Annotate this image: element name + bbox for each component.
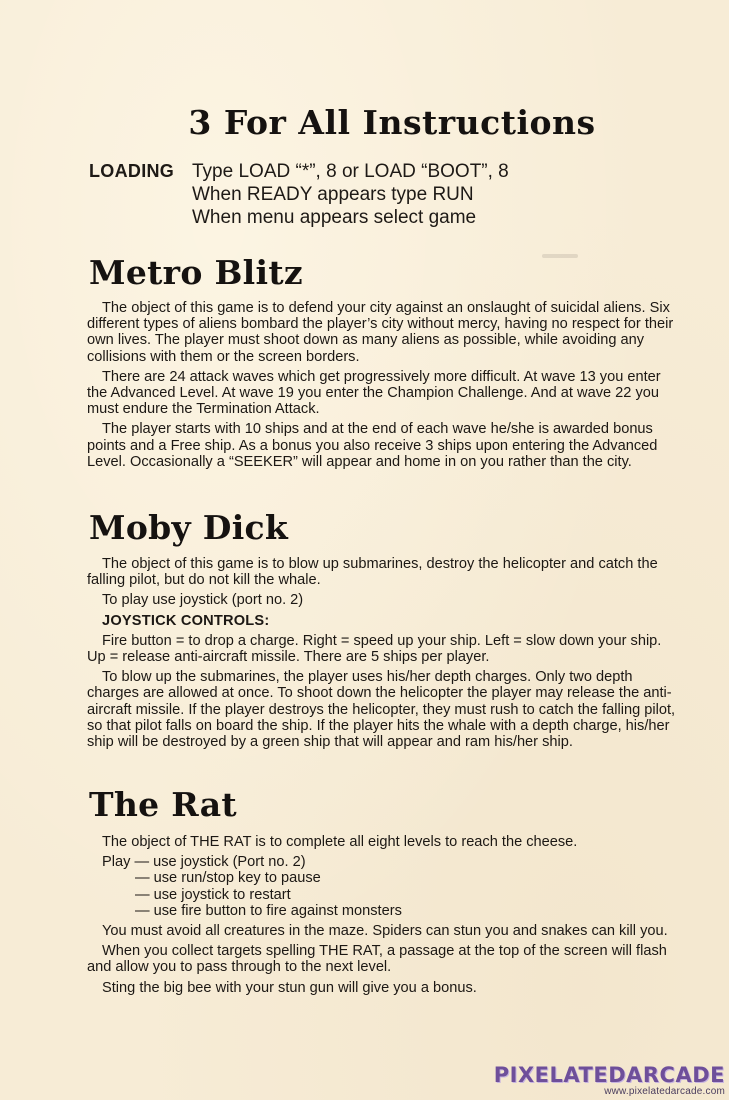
- loading-step: When READY appears type RUN: [192, 184, 474, 205]
- list-item: — use run/stop key to pause: [135, 870, 321, 887]
- watermark-logo: PIXELATEDARCADE: [493, 1063, 725, 1087]
- paragraph: Fire button = to drop a charge. Right = speed up your ship. Left = slow down your ship. Up = release anti-aircraft missile. There are 5 ships per player.: [87, 632, 662, 666]
- list-item: Play — use joystick (Port no. 2): [102, 854, 306, 871]
- paragraph: To play use joystick (port no. 2): [102, 592, 304, 609]
- paragraph: The object of this game is to defend your city against an onslaught of suicidal aliens. Six different types of aliens bombard the player’s city without mercy, having no respect for their own lives. The player must shoot down as many aliens as possible, while avoiding any collisions with them or the screen borders.: [87, 300, 674, 365]
- paragraph: The object of this game is to blow up submarines, destroy the helicopter and catch the falling pilot, but do not kill the whale.: [87, 556, 658, 589]
- paragraph: Sting the big bee with your stun gun will give you a bonus.: [102, 979, 477, 996]
- paragraph: To blow up the submarines, the player uses his/her depth charges. Only two depth charges are allowed at once. To shoot down the helicopter the player may release the anti-aircraft missile. If the player destroys the helicopter, they must rush to catch the falling pilot, so that pilot falls on board the ship. If the player hits the whale with a depth charge, his/her ship will be destroyed by a green ship that will appear and ram his/her ship.: [87, 669, 676, 751]
- paragraph: The object of THE RAT is to complete all eight levels to reach the cheese.: [102, 834, 578, 850]
- metro-blitz-heading: Metro Blitz: [89, 253, 303, 292]
- page-title: 3 For All Instructions: [188, 103, 596, 142]
- loading-steps: [192, 160, 612, 229]
- paper-mark: [542, 254, 578, 258]
- moby-dick-text: [87, 556, 681, 754]
- paragraph: The player starts with 10 ships and at the end of each wave he/she is awarded bonus points and a Free ship. As a bonus you also receive 3 ships upon entering the Advanced Level. Occasionally a “SEEKER” will appear and home in on you rather than the city.: [87, 421, 658, 470]
- joystick-controls-label: JOYSTICK CONTROLS:: [102, 612, 270, 629]
- loading-step: When menu appears select game: [192, 207, 477, 228]
- the-rat-heading: The Rat: [89, 785, 237, 824]
- loading-label: LOADING: [89, 161, 175, 181]
- moby-dick-heading: Moby Dick: [89, 508, 289, 547]
- paragraph: There are 24 attack waves which get progressively more difficult. At wave 13 you enter the Advanced Level. At wave 19 you enter the Champion Challenge. And at wave 22 you must endure the Termination Attack.: [87, 368, 661, 418]
- watermark: [494, 1064, 725, 1097]
- metro-blitz-text: [87, 300, 681, 474]
- paragraph: When you collect targets spelling THE RAT, a passage at the top of the screen will flash and allow you to pass through to the next level.: [87, 943, 667, 976]
- loading-step: Type LOAD “*”, 8 or LOAD “BOOT”, 8: [192, 161, 509, 182]
- watermark-url: www.pixelatedarcade.com: [604, 1086, 725, 1097]
- the-rat-text: [87, 834, 681, 1000]
- list-item: — use joystick to restart: [135, 886, 291, 903]
- paragraph: You must avoid all creatures in the maze. Spiders can stun you and snakes can kill you.: [102, 923, 668, 940]
- list-item: — use fire button to fire against monsters: [135, 902, 402, 919]
- play-controls-list: [87, 854, 681, 919]
